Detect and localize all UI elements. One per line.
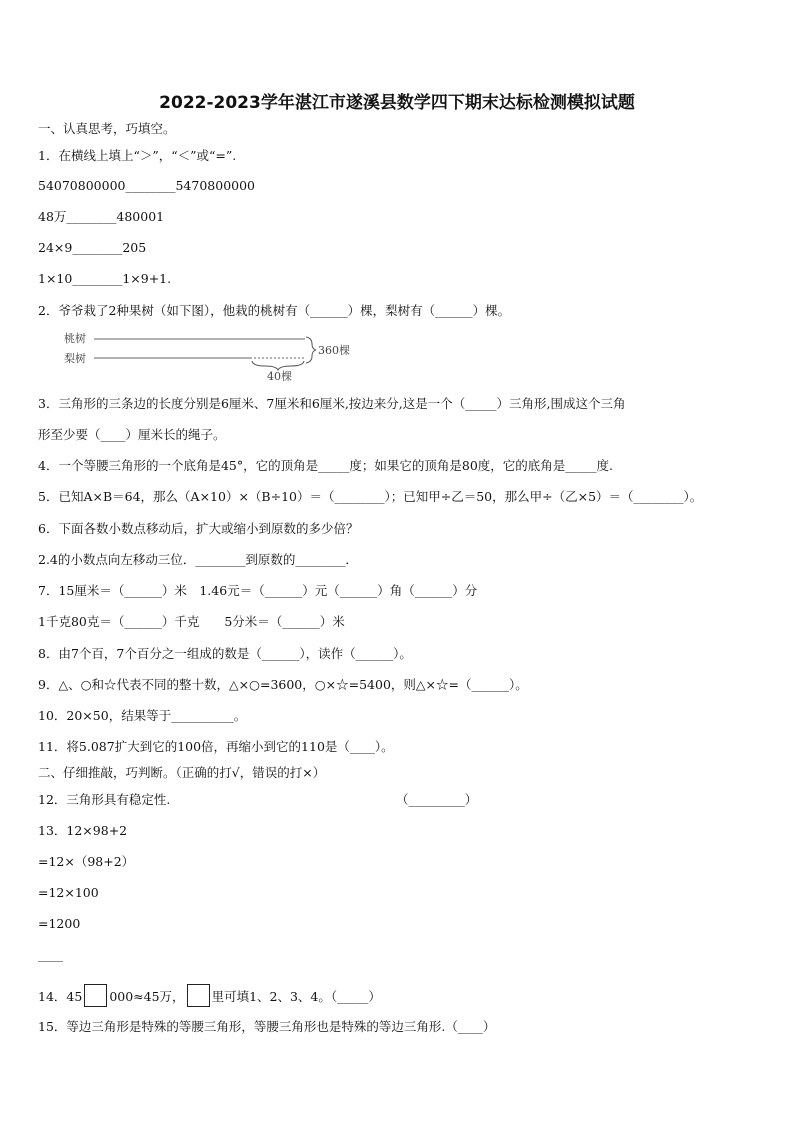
question-1: 1．在横线上填上“＞”，“＜”或“=”. [38,148,237,163]
question-11: 11．将5.087扩大到它的100倍，再缩小到它的110是（____）。 [38,739,394,754]
question-12-answer-blank: （_________） [396,792,478,807]
difference-label: 40棵 [267,370,292,383]
total-brace-icon [306,337,316,363]
question-13: 13．12×98+2 [38,823,128,838]
peach-label: 桃树 [64,332,86,345]
question-12: 12．三角形具有稳定性. [38,792,171,807]
question-14 [38,984,381,1007]
question-13-step-1: =12×（98+2） [38,854,135,869]
question-14-part-3: 里可填1、2、3、4。（_____） [211,989,381,1004]
total-label: 360棵 [318,344,350,357]
fruit-tree-diagram [60,328,370,383]
question-13-step-2: =12×100 [38,885,99,900]
section-heading-fill-blanks: 一、认真思考，巧填空。 [38,121,176,136]
question-8: 8．由7个百，7个百分之一组成的数是（______），读作（______）。 [38,646,412,661]
question-13-step-3: =1200 [38,916,81,931]
question-7-line-2: 1千克80克＝（______）千克 5分米＝（______）米 [38,614,345,629]
question-7-line-1: 7．15厘米＝（______）米 1.46元＝（______）元（______）角（______）分 [38,583,478,598]
blank-square-icon [187,984,210,1007]
pear-label: 梨树 [64,352,86,365]
question-9: 9．△、○和☆代表不同的整十数，△×○=3600，○×☆=5400，则△×☆=（______）。 [38,677,528,692]
question-15: 15．等边三角形是特殊的等腰三角形，等腰三角形也是特殊的等边三角形.（____） [38,1019,496,1034]
blank-square-icon [84,984,107,1007]
question-1-item-3: 24×9________205 [38,240,147,255]
question-1-item-1: 54070800000________5470800000 [38,178,256,193]
question-6-item: 2.4的小数点向左移动三位．________到原数的________． [38,552,358,567]
question-14-part-1: 14．45 [38,989,83,1004]
question-14-part-2: 000≈45万， [109,989,185,1004]
question-5: 5．已知A×B＝64，那么（A×10）×（B÷10）＝（________）；已知甲÷乙＝50，那么甲÷（乙×5）＝（________）。 [38,489,703,504]
question-1-item-4: 1×10________1×9+1. [38,271,172,286]
question-4: 4．一个等腰三角形的一个底角是45°，它的顶角是_____度；如果它的顶角是80度，它的底角是_____度. [38,458,613,473]
question-3-line-1: 3．三角形的三条边的长度分别是6厘米、7厘米和6厘米,按边来分,这是一个（_____）三角形,围成这个三角 [38,396,626,411]
page-title: 2022-2023学年湛江市遂溪县数学四下期末达标检测模拟试题 [159,93,635,113]
question-1-item-2: 48万________480001 [38,209,165,224]
question-3-line-2: 形至少要（____）厘米长的绳子。 [38,427,226,442]
difference-brace-icon [252,361,304,370]
question-13-answer-blank: ____ [38,947,63,962]
question-10: 10．20×50，结果等于__________。 [38,708,247,723]
section-heading-true-false: 二、仔细推敲，巧判断。（正确的打√，错误的打×） [38,765,326,780]
question-2: 2．爷爷栽了2种果树（如下图），他栽的桃树有（______）棵，梨树有（______）棵。 [38,303,511,318]
question-6: 6．下面各数小数点移动后，扩大或缩小到原数的多少倍？ [38,521,359,536]
